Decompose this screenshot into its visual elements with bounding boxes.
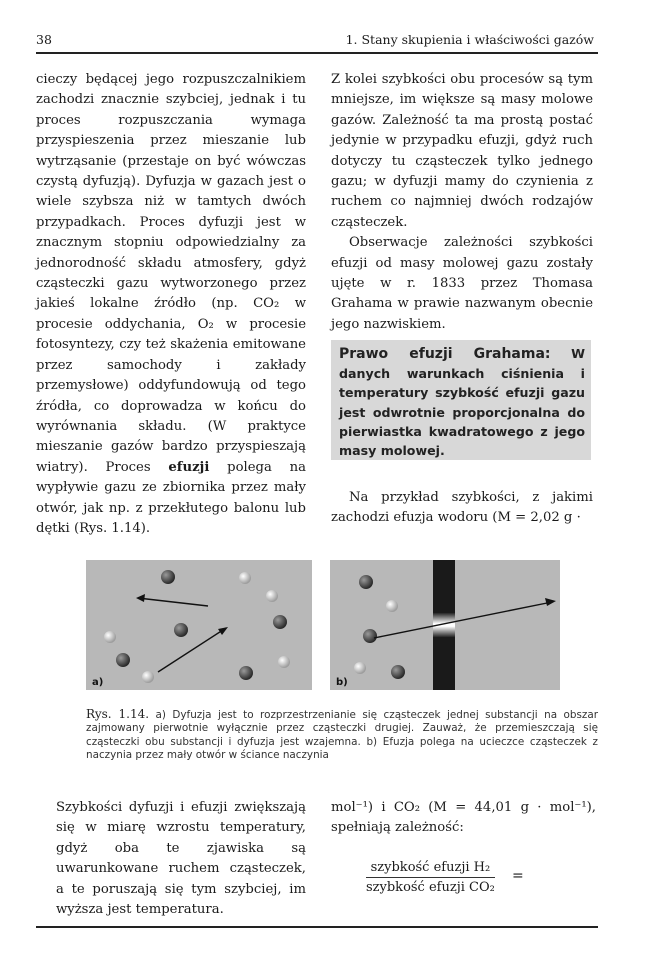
figure-b-effusion	[330, 560, 560, 690]
left-column	[36, 70, 306, 539]
page-number: 38	[36, 32, 52, 47]
fraction-denominator: szybkość efuzji CO₂	[366, 880, 495, 895]
equals-sign: =	[512, 868, 524, 884]
arrow-head	[218, 627, 228, 635]
motion-arrow	[138, 598, 208, 606]
page-header	[36, 30, 596, 50]
motion-arrow	[374, 602, 552, 638]
molecule-dark	[359, 575, 373, 589]
chapter-title: 1. Stany skupienia i właściwości gazów	[345, 32, 594, 47]
term-efuzji: efuzji	[168, 459, 210, 475]
molecule-light	[104, 631, 116, 643]
figure-a-diffusion	[86, 560, 312, 690]
bottom-left-column	[56, 798, 306, 920]
figure-caption	[86, 708, 598, 763]
caption-lead: Rys. 1.14.	[86, 707, 150, 721]
molecule-dark	[239, 666, 253, 680]
molecule-dark	[174, 623, 188, 637]
graham-law-box	[331, 340, 591, 460]
right-paragraph-3: Na przykład szybkości, z jakimi zachodzi efuzja wodoru (M = 2,02 g ·	[331, 490, 593, 526]
arrow-head	[545, 598, 556, 606]
fraction-numerator: szybkość efuzji H₂	[366, 860, 495, 878]
right-column	[331, 70, 593, 335]
bottom-right-paragraph: mol⁻¹) i CO₂ (M = 44,01 g · mol⁻¹), spełniają zależność:	[331, 800, 596, 836]
molecule-light	[266, 590, 278, 602]
effusion-ratio-fraction	[366, 860, 495, 895]
molecule-light	[278, 656, 290, 668]
header-rule	[36, 52, 598, 54]
arrow-head	[136, 594, 145, 602]
right-paragraph-2: Obserwacje zależności szybkości efuzji od masy molowej gazu zostały ujęte w r. 1833 przez Thomasa Grahama w prawie nazwanym obecnie jego nazwiskiem.	[331, 235, 593, 332]
motion-arrow	[158, 628, 226, 672]
diffusion-illustration	[86, 560, 312, 690]
right-paragraph-1: Z kolei szybkości obu procesów są tym mniejsze, im większe są masy molowe gazów. Zależność ta ma prostą postać jedynie w przypadku efuzji, gdyż ruch dotyczy tu cząsteczek tylko jednego gazu; w dyfuzji mamy do czynienia z ruchem co najmniej dwóch rodzajów cząsteczek.	[331, 72, 593, 230]
molecule-light	[239, 572, 251, 584]
label-a: a)	[92, 677, 104, 688]
law-text: W danych warunkach ciśnienia i temperatury szybkość efuzji gazu jest odwrotnie proporcjonalna do pierwiastka kwadratowego z jego masy molowej.	[339, 346, 585, 459]
molecule-dark	[116, 653, 130, 667]
molecule-dark	[273, 615, 287, 629]
molecule-light	[354, 662, 366, 674]
molecule-dark	[391, 665, 405, 679]
effusion-illustration	[330, 560, 560, 690]
law-title: Prawo efuzji Grahama:	[339, 346, 551, 362]
bottom-right-column	[331, 798, 596, 839]
molecule-light	[386, 600, 398, 612]
left-paragraph: cieczy będącej jego rozpuszczalnikiem zachodzi znacznie szybciej, jednak i tu proces rozpuszczania wymaga przyspieszenia przez mieszanie lub wytrząsanie (przestaje on być wówczas czystą dyfuzją). Dyfuzja w gazach jest o wiele szybsza niż w tamtych dwóch przypadkach. Proces dyfuzji jest w znacznym stopniu odpowiedzialny za jednorodność składu atmosfery, gdyż cząsteczki gazu wytworzonego przez jakieś lokalne źródło (np. CO₂ w procesie oddychania, O₂ w procesie fotosyntezy, czy też skażenia emitowane przez samochody i zakłady przemysłowe) oddyfundowują od tego źródła, co doprowadza w końcu do wyrównania składu. (W praktyce mieszanie gazów bardzo przyspieszają wiatry). Proces efuzji polega na wypływie gazu ze zbiornika przez mały otwór, jak np. z przekłutego balonu lub dętki (Rys. 1.14).	[36, 72, 306, 536]
molecule-light	[142, 671, 154, 683]
caption-text: a) Dyfuzja jest to rozprzestrzenianie się cząsteczek jednej substancji na obszar zajmowany pierwotnie wyłącznie przez cząsteczki drugiej. Zauważ, że przemieszczają się cząsteczki obu substancji i dyfuzja jest wzajemna. b) Efuzja polega na ucieczce cząsteczek z naczynia przez mały otwór w ściance naczynia	[86, 709, 598, 762]
molecule-dark	[161, 570, 175, 584]
molecule-dark	[363, 629, 377, 643]
footer-rule	[36, 926, 598, 928]
label-b: b)	[336, 677, 348, 688]
bottom-left-paragraph: Szybkości dyfuzji i efuzji zwiększają się w miarę wzrostu temperatury, gdyż oba te zjawiska są uwarunkowane ruchem cząsteczek, a te poruszają się tym szybciej, im wyższa jest temperatura.	[56, 800, 306, 918]
